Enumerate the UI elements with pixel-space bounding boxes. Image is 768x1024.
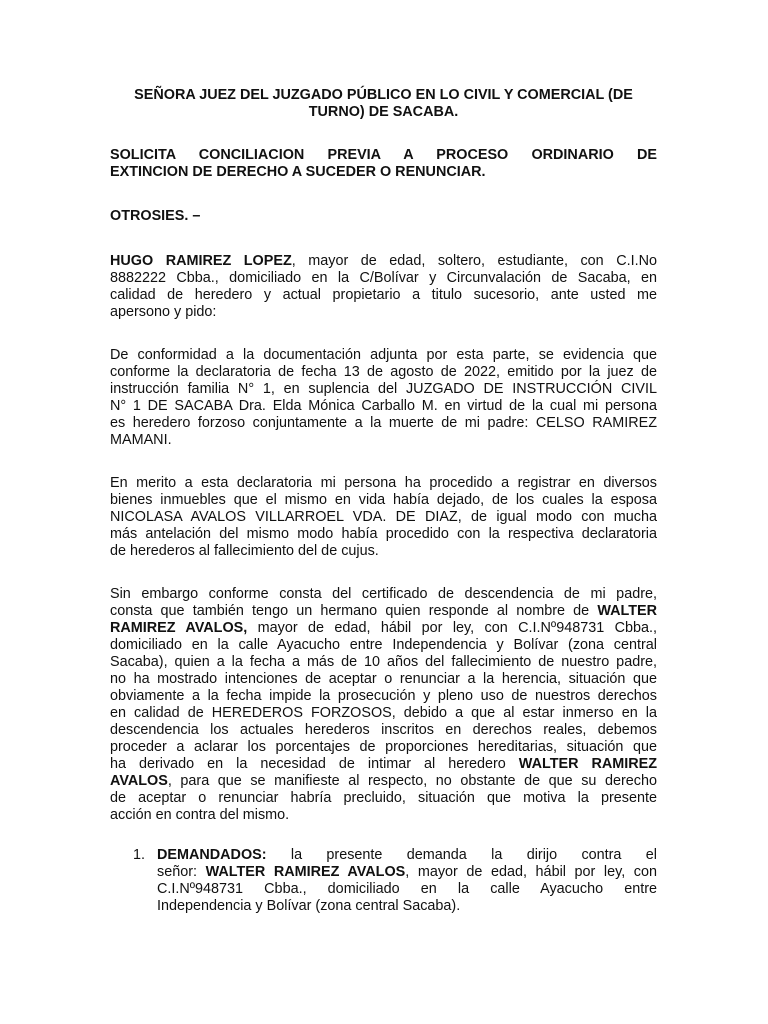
paragraph-declaratoria: De conformidad a la documentación adjunta por esta parte, se evidencia que conforme la declaratoria de fecha 13 de agosto de 2022, emitido por la juez de instrucción familia N° 1, en suplencia del JUZGADO DE INSTRUCCIÓN CIVIL N° 1 DE SACABA Dra. Elda Mónica Carballo M. en virtud de la cual mi persona es heredero forzoso conjuntamente a la muerte de mi padre: CELSO RAMIREZ MAMANI. (110, 347, 657, 448)
addressee-heading: SEÑORA JUEZ DEL JUZGADO PÚBLICO EN LO CIVIL Y COMERCIAL (DE TURNO) DE SACABA. (134, 87, 633, 120)
document-page: SEÑORA JUEZ DEL JUZGADO PÚBLICO EN LO CIVIL Y COMERCIAL (DE TURNO) DE SACABA. SOLICITA CONCILIACION PREVIA A PROCESO ORDINARIO DE EXTINCION DE DERECHO A SUCEDER O RENUNCIAR. OTROSIES. – HUGO RAMIREZ LOPEZ, mayor de edad, soltero, estudiante, con C.I.No 8882222 Cbba., domiciliado en la C/Bolívar y Circunvalación de Sacaba, en calidad de heredero y actual propietario a titulo sucesorio, ante usted me apersono y pido: De conformidad a la documentación adjunta por esta parte, se evidencia que conforme la declaratoria de fecha 13 de agosto de 2022, emitido por la juez de instrucción familia N° 1, en suplencia del JUZGADO DE INSTRUCCIÓN CIVIL N° 1 DE SACABA Dra. Elda Mónica Carballo M. en virtud de la cual mi persona es heredero forzoso conjuntamente a la muerte de mi padre: CELSO RAMIREZ MAMANI. En merito a esta declaratoria mi persona ha procedido a registrar en diversos bienes inmuebles que el mismo en vida había dejado, de los cuales la esposa NICOLASA AVALOS VILLARROEL VDA. DE DIAZ, de igual modo con mucha más antelación del mismo modo había procedido con la respectiva declaratoria de herederos al fallecimiento del de cujus. Sin embargo conforme consta del certificado de descendencia de mi padre, consta que también tengo un hermano quien responde al nombre de WALTER RAMIREZ AVALOS, mayor de edad, hábil por ley, con C.I.Nº948731 Cbba., domiciliado en la calle Ayacucho entre Independencia y Bolívar (zona central Sacaba), quien a la fecha a más de 10 años del fallecimiento de nuestro padre, no ha mostrado intenciones de aceptar o renunciar a la herencia, situación que obviamente a la fecha impide la prosecución y pleno uso de nuestros derechos en calidad de HEREDEROS FORZOSOS, debido a que al estar inmerso en la descendencia los actuales herederos inscritos en derechos reales, debemos proceder a aclarar los porcentajes de proporciones hereditarias, situación que ha derivado en la necesidad de intimar al heredero WALTER RAMIREZ AVALOS, para que se manifieste al respecto, no obstante de que su derecho de aceptar o renunciar habría precluido, situación que motiva la presente acción en contra del mismo. 1. DEMANDADOS: la presente demanda la dirijo contra el señor: WALTER RAMIREZ AVALOS, mayor de edad, hábil por ley, con C.I.Nº948731 Cbba., domiciliado en la calle Ayacucho entre Independencia y Bolívar (zona central Sacaba). (110, 87, 658, 914)
paragraph-hermano: Sin embargo conforme consta del certificado de descendencia de mi padre, consta que también tengo un hermano quien responde al nombre de WALTER RAMIREZ AVALOS, mayor de edad, hábil por ley, con C.I.Nº948731 Cbba., domiciliado en la calle Ayacucho entre Independencia y Bolívar (zona central Sacaba), quien a la fecha a más de 10 años del fallecimiento de nuestro padre, no ha mostrado intenciones de aceptar o renunciar a la herencia, situación que obviamente a la fecha impide la prosecución y pleno uso de nuestros derechos en calidad de HEREDEROS FORZOSOS, debido a que al estar inmerso en la descendencia los actuales herederos inscritos en derechos reales, debemos proceder a aclarar los porcentajes de proporciones hereditarias, situación que ha derivado en la necesidad de intimar al heredero WALTER RAMIREZ AVALOS, para que se manifieste al respecto, no obstante de que su derecho de aceptar o renunciar habría precluido, situación que motiva la presente acción en contra del mismo. (110, 586, 658, 823)
list-number: 1. (133, 847, 146, 863)
petitioner-name: HUGO RAMIREZ LOPEZ (110, 253, 292, 269)
otrosies-heading: OTROSIES. – (110, 208, 201, 224)
paragraph-registro: En merito a esta declaratoria mi persona ha procedido a registrar en diversos bienes inmuebles que el mismo en vida había dejado, de los cuales la esposa NICOLASA AVALOS VILLARROEL VDA. DE DIAZ, de igual modo con mucha más antelación del mismo modo había procedido con la respectiva declaratoria de herederos al fallecimiento del de cujus. (110, 475, 657, 559)
intro-paragraph: HUGO RAMIREZ LOPEZ, mayor de edad, soltero, estudiante, con C.I.No 8882222 Cbba., domiciliado en la C/Bolívar y Circunvalación de Sacaba, en calidad de heredero y actual propietario a titulo sucesorio, ante usted me apersono y pido: (110, 253, 657, 320)
subject-heading: SOLICITA CONCILIACION PREVIA A PROCESO ORDINARIO DE EXTINCION DE DERECHO A SUCEDER O RENUNCIAR. (110, 147, 657, 180)
